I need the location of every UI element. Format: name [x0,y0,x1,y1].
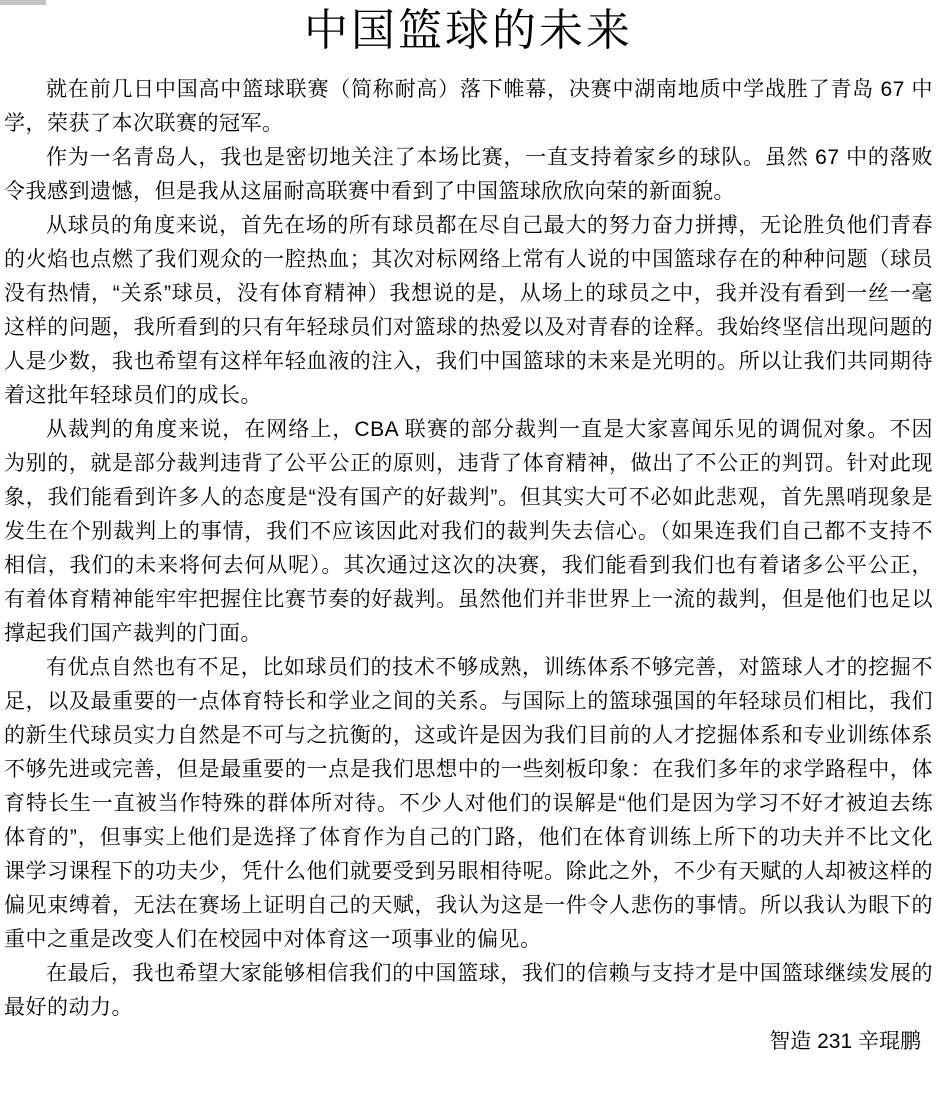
paragraph-shortcomings: 有优点自然也有不足，比如球员们的技术不够成熟，训练体系不够完善，对篮球人才的挖掘不足，以及最重要的一点体育特长和学业之间的关系。与国际上的篮球强国的年轻球员们相比，我们的新生代球员实力自然是不可与之抗衡的，这或许是因为我们目前的人才挖掘体系和专业训练体系不够先进或完善，但是最重要的一点是我们思想中的一些刻板印象：在我们多年的求学路程中，体育特长生一直被当作特殊的群体所对待。不少人对他们的误解是“他们是因为学习不好才被迫去练体育的”，但事实上他们是选择了体育作为自己的门路，他们在体育训练上所下的功夫并不比文化课学习课程下的功夫少，凭什么他们就要受到另眼相待呢。除此之外，不少有天赋的人却被这样的偏见束缚着，无法在赛场上证明自己的天赋，我认为这是一件令人悲伤的事情。所以我认为眼下的重中之重是改变人们在校园中对体育这一项事业的偏见。 [4,656,933,951]
document-title: 中国篮球的未来 [304,6,633,55]
paragraph-qingdao-fan: 作为一名青岛人，我也是密切地关注了本场比赛，一直支持着家乡的球队。虽然 67 中的落败令我感到遗憾，但是我从这届耐高联赛中看到了中国篮球欣欣向荣的新面貌。 [4,146,933,203]
author-signature: 智造 231 辛琨鹏 [769,1030,921,1053]
paragraph-referees-perspective: 从裁判的角度来说，在网络上，CBA 联赛的部分裁判一直是大家喜闻乐见的调侃对象。不因为别的，就是部分裁判违背了公平公正的原则，违背了体育精神，做出了不公正的判罚。针对此现象，我们能看到许多人的态度是“没有国产的好裁判”。但其实大可不必如此悲观，首先黑哨现象是发生在个别裁判上的事情，我们不应该因此对我们的裁判失去信心。（如果连我们自己都不支持不相信，我们的未来将何去何从呢）。其次通过这次的决赛，我们能看到我们也有着诸多公平公正，有着体育精神能牢牢把握住比赛节奏的好裁判。虽然他们并非世界上一流的裁判，但是他们也足以撑起我们国产裁判的门面。 [4,418,933,645]
paragraph-intro: 就在前几日中国高中篮球联赛（简称耐高）落下帷幕，决赛中湖南地质中学战胜了青岛 67 中学，荣获了本次联赛的冠军。 [4,78,933,135]
paragraph-players-perspective: 从球员的角度来说，首先在场的所有球员都在尽自己最大的努力奋力拼搏，无论胜负他们青春的火焰也点燃了我们观众的一腔热血；其次对标网络上常有人说的中国篮球存在的种种问题（球员没有热情，“关系”球员，没有体育精神）我想说的是，从场上的球员之中，我并没有看到一丝一毫这样的问题，我所看到的只有年轻球员们对篮球的热爱以及对青春的诠释。我始终坚信出现问题的人是少数，我也希望有这样年轻血液的注入，我们中国篮球的未来是光明的。所以让我们共同期待着这批年轻球员们的成长。 [4,214,933,407]
screenshot-artifact-bar [0,0,46,5]
paragraph-conclusion: 在最后，我也希望大家能够相信我们的中国篮球，我们的信赖与支持才是中国篮球继续发展的最好的动力。 [4,962,933,1019]
